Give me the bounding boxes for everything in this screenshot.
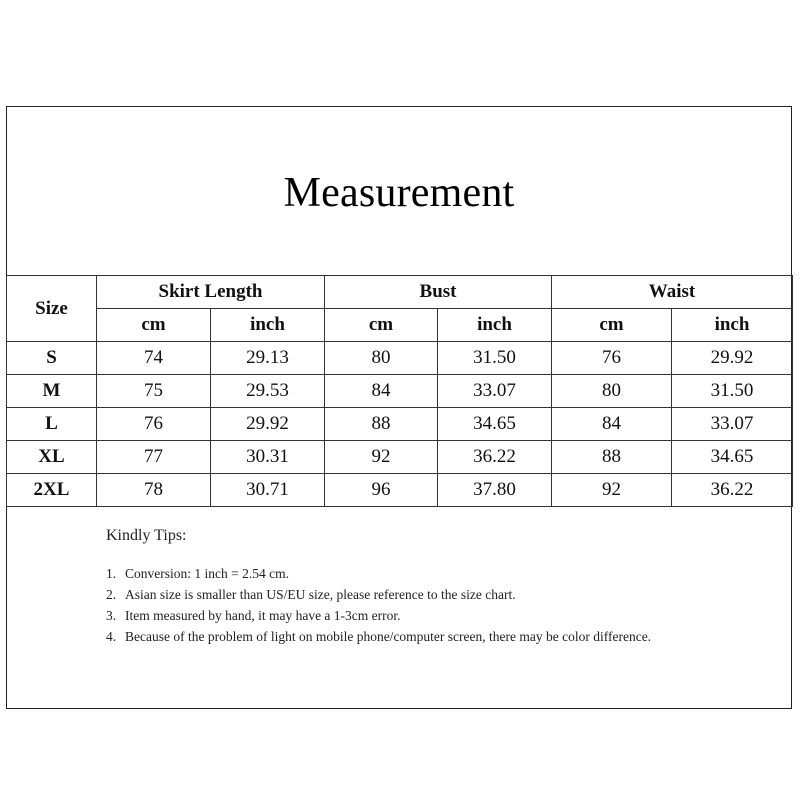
table-cell: 80 (325, 342, 438, 375)
table-cell: 30.31 (211, 441, 325, 474)
group-header-waist: Waist (552, 276, 793, 309)
table-cell: 75 (97, 375, 211, 408)
tip-item (106, 626, 726, 647)
table-row (7, 375, 793, 408)
table-header-row (7, 276, 793, 309)
table-cell: 29.13 (211, 342, 325, 375)
tip-text: Conversion: 1 inch = 2.54 cm. (125, 566, 289, 581)
tips-list (106, 563, 726, 647)
table-cell: 29.53 (211, 375, 325, 408)
tip-text: Item measured by hand, it may have a 1-3cm error. (125, 608, 401, 623)
table-cell: 88 (552, 441, 672, 474)
table-cell: 37.80 (438, 474, 552, 507)
table-cell: 96 (325, 474, 438, 507)
table-cell: 84 (552, 408, 672, 441)
table-body (7, 342, 793, 507)
tip-item (106, 605, 726, 626)
table-cell: 29.92 (672, 342, 793, 375)
tip-number: 2. (106, 587, 117, 602)
table-cell: 31.50 (672, 375, 793, 408)
unit-header: inch (211, 309, 325, 342)
size-table (6, 275, 793, 507)
table-cell: 31.50 (438, 342, 552, 375)
table-cell: 29.92 (211, 408, 325, 441)
tip-item (106, 563, 726, 584)
table-row (7, 474, 793, 507)
table-cell: 36.22 (438, 441, 552, 474)
table-cell: 76 (552, 342, 672, 375)
size-cell: 2XL (7, 474, 97, 507)
tip-item (106, 584, 726, 605)
size-cell: M (7, 375, 97, 408)
table-cell: 92 (552, 474, 672, 507)
table-row (7, 342, 793, 375)
table-row (7, 441, 793, 474)
table-cell: 36.22 (672, 474, 793, 507)
tip-number: 4. (106, 629, 117, 644)
table-cell: 33.07 (438, 375, 552, 408)
table-cell: 92 (325, 441, 438, 474)
table-cell: 34.65 (672, 441, 793, 474)
size-cell: S (7, 342, 97, 375)
page-title: Measurement (283, 170, 515, 216)
table-cell: 77 (97, 441, 211, 474)
table-cell: 74 (97, 342, 211, 375)
size-cell: L (7, 408, 97, 441)
table-cell: 33.07 (672, 408, 793, 441)
unit-header: inch (672, 309, 793, 342)
table-cell: 78 (97, 474, 211, 507)
size-header: Size (7, 276, 97, 342)
table-cell: 80 (552, 375, 672, 408)
unit-header: cm (325, 309, 438, 342)
table-cell: 88 (325, 408, 438, 441)
tip-text: Asian size is smaller than US/EU size, please reference to the size chart. (125, 587, 516, 602)
table-unit-row (7, 309, 793, 342)
table-cell: 76 (97, 408, 211, 441)
table-cell: 30.71 (211, 474, 325, 507)
unit-header: cm (97, 309, 211, 342)
group-header-skirt-length: Skirt Length (97, 276, 325, 309)
tip-text: Because of the problem of light on mobile phone/computer screen, there may be color difference. (125, 629, 652, 644)
tip-number: 3. (106, 608, 117, 623)
kindly-tips (106, 527, 726, 647)
tip-number: 1. (106, 566, 117, 581)
measurement-card (6, 106, 792, 709)
unit-header: cm (552, 309, 672, 342)
size-cell: XL (7, 441, 97, 474)
unit-header: inch (438, 309, 552, 342)
table-cell: 34.65 (438, 408, 552, 441)
group-header-bust: Bust (325, 276, 552, 309)
table-row (7, 408, 793, 441)
tips-title: Kindly Tips: (106, 527, 187, 544)
table-cell: 84 (325, 375, 438, 408)
